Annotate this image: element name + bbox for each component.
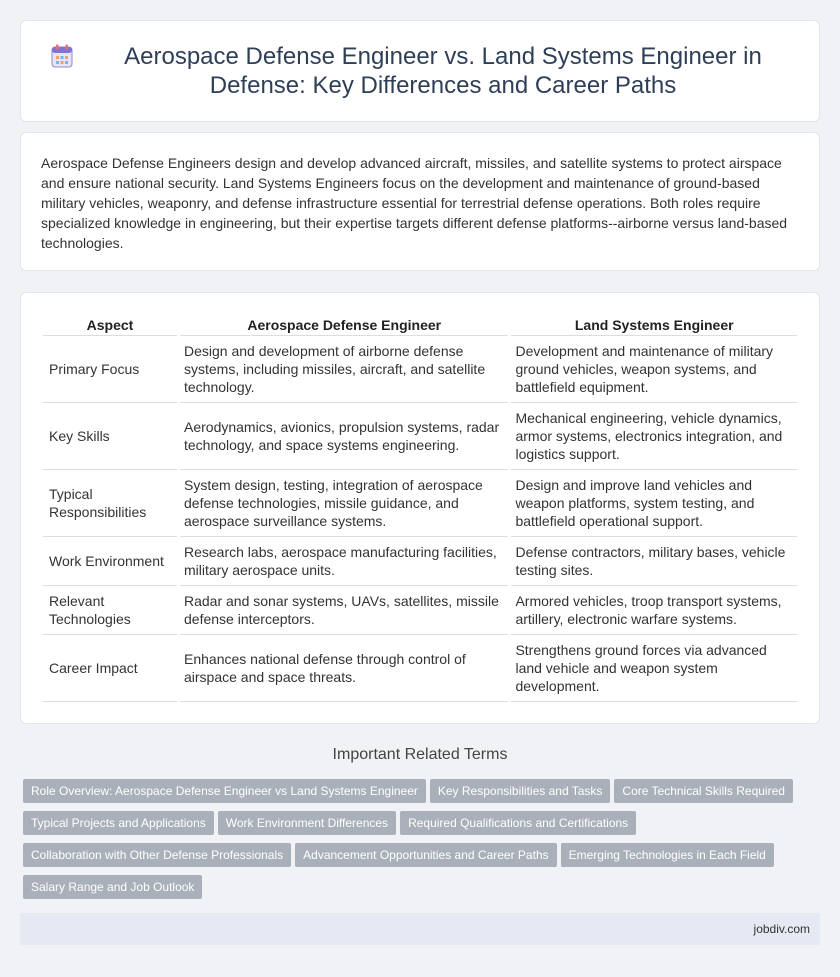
row-aerospace: Enhances national defense through control of airspace and space threats. xyxy=(179,635,510,702)
related-tag[interactable]: Collaboration with Other Defense Professionals xyxy=(23,843,291,867)
row-land: Design and improve land vehicles and weapon platforms, system testing, and battlefield operational support. xyxy=(510,470,797,537)
row-aerospace: Radar and sonar systems, UAVs, satellites, missile defense interceptors. xyxy=(179,586,510,635)
header-land: Land Systems Engineer xyxy=(510,313,797,336)
related-tag[interactable]: Typical Projects and Applications xyxy=(23,811,214,835)
row-aerospace: Research labs, aerospace manufacturing facilities, military aerospace units. xyxy=(179,537,510,586)
page-title: Aerospace Defense Engineer vs. Land Systems Engineer in Defense: Key Differences and Career Paths xyxy=(124,43,762,99)
related-section xyxy=(0,746,840,776)
row-aspect: Typical Responsibilities xyxy=(43,470,179,537)
related-tag[interactable]: Role Overview: Aerospace Defense Engineer vs Land Systems Engineer xyxy=(23,779,426,803)
comparison-card xyxy=(20,292,820,724)
related-tag[interactable]: Core Technical Skills Required xyxy=(614,779,793,803)
row-land: Strengthens ground forces via advanced land vehicle and weapon system development. xyxy=(510,635,797,702)
row-aspect: Primary Focus xyxy=(43,336,179,403)
table-row xyxy=(43,586,797,635)
related-title: Important Related Terms xyxy=(332,746,508,763)
row-land: Mechanical engineering, vehicle dynamics, armor systems, electronics integration, and logistics support. xyxy=(510,403,797,470)
row-aspect: Career Impact xyxy=(43,635,179,702)
related-tag[interactable]: Salary Range and Job Outlook xyxy=(23,875,202,899)
header-aerospace: Aerospace Defense Engineer xyxy=(179,313,510,336)
table-row xyxy=(43,537,797,586)
row-land: Development and maintenance of military ground vehicles, weapon systems, and battlefield equipment. xyxy=(510,336,797,403)
related-tags xyxy=(23,779,813,907)
related-tag[interactable]: Required Qualifications and Certifications xyxy=(400,811,636,835)
table-row xyxy=(43,403,797,470)
related-tag[interactable]: Work Environment Differences xyxy=(218,811,396,835)
footer xyxy=(20,913,820,945)
row-aspect: Work Environment xyxy=(43,537,179,586)
calendar-icon xyxy=(51,44,73,68)
row-land: Armored vehicles, troop transport systems, artillery, electronic warfare systems. xyxy=(510,586,797,635)
header-aspect: Aspect xyxy=(43,313,179,336)
row-aspect: Relevant Technologies xyxy=(43,586,179,635)
related-tag[interactable]: Advancement Opportunities and Career Paths xyxy=(295,843,556,867)
table-row xyxy=(43,470,797,537)
comparison-table xyxy=(43,313,797,702)
table-header-row xyxy=(43,313,797,336)
row-land: Defense contractors, military bases, vehicle testing sites. xyxy=(510,537,797,586)
title-card xyxy=(20,20,820,122)
intro-paragraph: Aerospace Defense Engineers design and develop advanced aircraft, missiles, and satellite systems to protect airspace and ensure national security. Land Systems Engineers focus on the development and maintenance of ground-based military vehicles, weaponry, and defense infrastructure essential for terrestrial defense operations. Both roles require specialized knowledge in engineering, but their expertise targets different defense platforms--airborne versus land-based technologies. xyxy=(41,155,788,251)
intro-card xyxy=(20,132,820,271)
table-row xyxy=(43,336,797,403)
row-aerospace: Design and development of airborne defense systems, including missiles, aircraft, and satellite technology. xyxy=(179,336,510,403)
related-tag[interactable]: Key Responsibilities and Tasks xyxy=(430,779,611,803)
table-row xyxy=(43,635,797,702)
row-aerospace: System design, testing, integration of aerospace defense technologies, missile guidance, and aerospace surveillance systems. xyxy=(179,470,510,537)
row-aspect: Key Skills xyxy=(43,403,179,470)
related-tag[interactable]: Emerging Technologies in Each Field xyxy=(561,843,774,867)
row-aerospace: Aerodynamics, avionics, propulsion systems, radar technology, and space systems engineering. xyxy=(179,403,510,470)
footer-site[interactable]: jobdiv.com xyxy=(753,922,810,936)
